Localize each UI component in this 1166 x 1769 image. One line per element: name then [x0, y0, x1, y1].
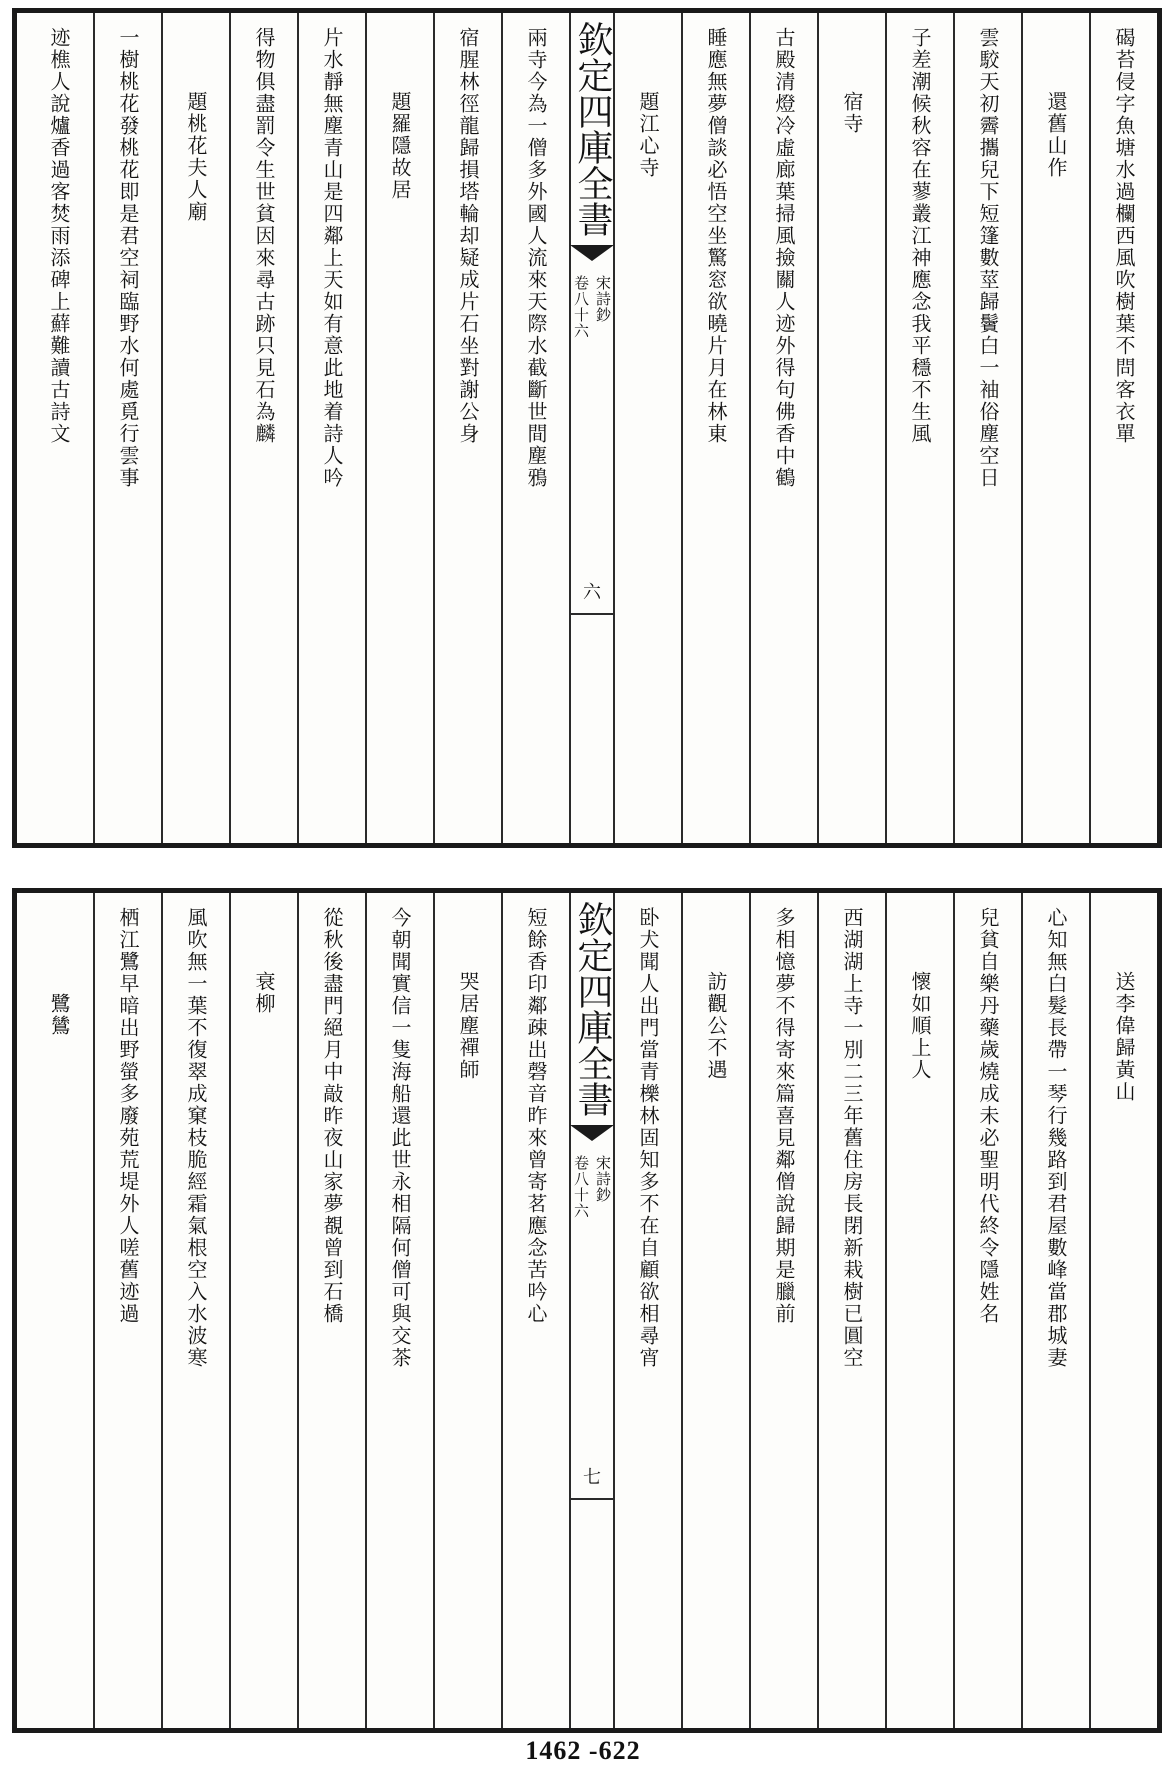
poem-title-column	[161, 13, 229, 843]
fishtail-mark	[570, 245, 614, 261]
poem-text-line: 子差潮候秋容在蓼叢江神應念我平穩不生風	[908, 27, 932, 445]
text-column	[885, 13, 953, 843]
library-title: 欽定四庫全書	[572, 901, 613, 1117]
poem-text-line: 西湖湖上寺一別二三年舊住房長閉新栽樹已圓空	[840, 907, 864, 1369]
poem-title: 鷺鷥	[47, 993, 71, 1037]
text-column	[25, 13, 93, 843]
poem-text-line: 兩寺今為一僧多外國人流來天際水截斷世間塵鴉	[524, 27, 548, 489]
text-column	[613, 893, 681, 1728]
leaf-number: 七	[583, 1467, 601, 1488]
text-column	[161, 893, 229, 1728]
text-column	[749, 893, 817, 1728]
poem-title: 哭居塵禪師	[456, 971, 480, 1081]
poem-title-column	[1021, 13, 1089, 843]
bottom-page	[12, 888, 1162, 1733]
text-column	[501, 893, 569, 1728]
poem-text-line: 睡應無夢僧談必悟空坐驚窓欲曉片月在林東	[704, 27, 728, 445]
book-volume-info	[572, 275, 612, 339]
poem-title-column	[681, 893, 749, 1728]
poem-text-line: 今朝聞實信一隻海船還此世永相隔何僧可與交茶	[388, 907, 412, 1369]
poem-title-column	[885, 893, 953, 1728]
text-column	[953, 893, 1021, 1728]
poem-title: 還舊山作	[1044, 91, 1068, 179]
book-title-small: 宋詩鈔	[594, 1155, 612, 1203]
poem-text-line: 古殿清燈冷虛廊葉掃風撿關人迹外得句佛香中鶴	[772, 27, 796, 489]
poem-text-line: 迹樵人說爐香過客焚雨添碑上蘚難讀古詩文	[47, 27, 71, 445]
leaf-number: 六	[583, 582, 601, 603]
poem-title: 題桃花夫人廟	[184, 91, 208, 223]
text-column	[433, 13, 501, 843]
text-column	[229, 13, 297, 843]
poem-title-column	[613, 13, 681, 843]
poem-text-line: 栖江鷺早暗出野螢多廢苑荒堤外人嗟舊迹過	[116, 907, 140, 1325]
poem-title-column	[817, 13, 885, 843]
poem-text-line: 短餘香印鄰疎出磬音昨來曾寄茗應念苦吟心	[524, 907, 548, 1325]
leaf-divider	[571, 613, 613, 615]
poem-title: 宿寺	[840, 91, 864, 135]
text-column	[681, 13, 749, 843]
volume-number-small: 卷八十六	[572, 1155, 590, 1219]
poem-title: 衰柳	[252, 971, 276, 1015]
poem-title-column	[365, 13, 433, 843]
poem-title: 訪觀公不遇	[704, 971, 728, 1081]
text-column	[501, 13, 569, 843]
book-volume-info	[572, 1155, 612, 1219]
text-column	[749, 13, 817, 843]
book-title-small: 宋詩鈔	[594, 275, 612, 323]
poem-text-line: 碣苔侵字魚塘水過欄西風吹樹葉不問客衣單	[1112, 27, 1136, 445]
poem-title-column	[25, 893, 93, 1728]
text-column	[365, 893, 433, 1728]
poem-title-column	[1089, 893, 1157, 1728]
poem-text-line: 風吹無一葉不復翠成窠枝脆經霜氣根空入水波寒	[184, 907, 208, 1369]
volume-number-small: 卷八十六	[572, 275, 590, 339]
poem-text-line: 宿腥林徑龍歸損塔輪却疑成片石坐對謝公身	[456, 27, 480, 445]
poem-title: 題羅隱故居	[388, 91, 412, 201]
poem-title-column	[229, 893, 297, 1728]
text-column	[297, 13, 365, 843]
poem-text-line: 兒貧自樂丹藥歲燒成未必聖明代終令隱姓名	[976, 907, 1000, 1325]
text-column	[297, 893, 365, 1728]
poem-text-line: 一樹桃花發桃花即是君空祠臨野水何處覓行雲事	[116, 27, 140, 489]
fishtail-mark	[570, 1125, 614, 1141]
poem-text-line: 從秋後盡門絕月中敲昨夜山家夢覩曾到石橋	[320, 907, 344, 1325]
poem-title: 懷如順上人	[908, 971, 932, 1081]
text-column	[93, 893, 161, 1728]
poem-title-column	[433, 893, 501, 1728]
library-title: 欽定四庫全書	[572, 21, 613, 237]
poem-text-line: 多相憶夢不得寄來篇喜見鄰僧說歸期是臘前	[772, 907, 796, 1325]
fishtail-column	[569, 893, 613, 1728]
fishtail-column	[569, 13, 613, 843]
text-column	[817, 893, 885, 1728]
poem-text-line: 得物俱盡罰令生世貧因來尋古跡只見石為麟	[252, 27, 276, 445]
top-page	[12, 8, 1162, 848]
poem-text-line: 片水靜無塵青山是四鄰上天如有意此地着詩人吟	[320, 27, 344, 489]
page-number: 1462 -622	[525, 1736, 641, 1765]
poem-text-line: 雲駮天初霽攜兒下短篷數莖歸鬢白一袖俗塵空日	[976, 27, 1000, 489]
text-column	[1021, 893, 1089, 1728]
text-column	[1089, 13, 1157, 843]
poem-text-line: 卧犬聞人出門當青櫟林固知多不在自顧欲相尋宵	[636, 907, 660, 1369]
leaf-divider	[571, 1498, 613, 1500]
text-column	[953, 13, 1021, 843]
poem-text-line: 心知無白髮長帶一琴行幾路到君屋數峰當郡城妻	[1044, 907, 1068, 1369]
poem-title: 送李偉歸黃山	[1112, 971, 1136, 1103]
text-column	[93, 13, 161, 843]
poem-title: 題江心寺	[636, 91, 660, 179]
